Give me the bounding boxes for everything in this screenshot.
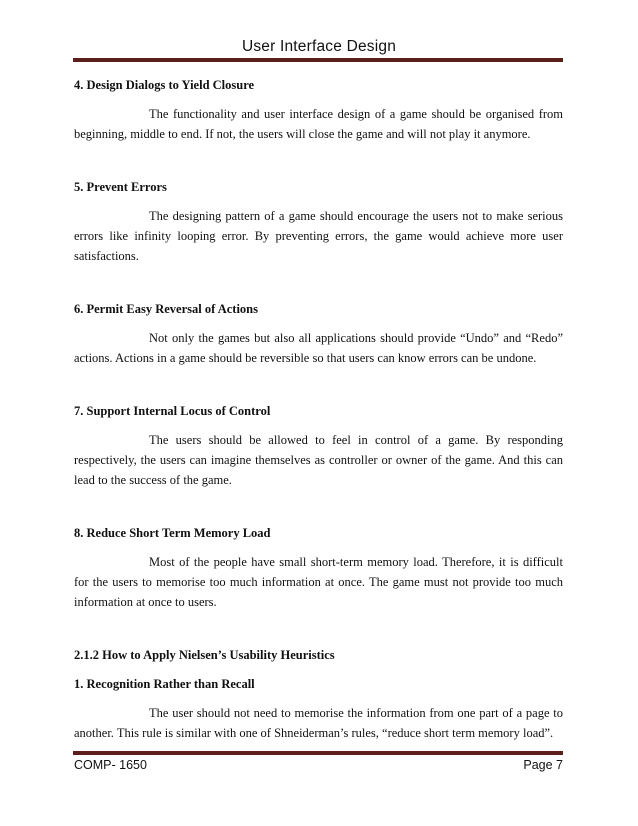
section-locus-of-control <box>74 401 563 490</box>
section-prevent-errors <box>74 177 563 266</box>
section-paragraph: The users should be allowed to feel in control of a game. By responding respectively, the users can imagine themselves as controller or owner of the game. And this can lead to the success of the game. <box>74 433 563 487</box>
subsection-heading: 2.1.2 How to Apply Nielsen’s Usability Heuristics <box>74 648 335 662</box>
subsection-nielsen-heuristics <box>74 645 563 665</box>
footer-page-number: Page 7 <box>523 758 563 772</box>
footer-divider <box>73 751 563 755</box>
section-memory-load <box>74 523 563 612</box>
section-heading: 8. Reduce Short Term Memory Load <box>74 526 271 540</box>
header-divider <box>73 58 563 62</box>
section-paragraph: The user should not need to memorise the information from one part of a page to another. This rule is similar with one of Shneiderman’s rules, “reduce short term memory load”. <box>74 706 563 740</box>
section-heading: 7. Support Internal Locus of Control <box>74 404 271 418</box>
footer-course-code: COMP- 1650 <box>74 758 147 772</box>
section-paragraph: The designing pattern of a game should encourage the users not to make serious errors like infinity looping error. By preventing errors, the game would achieve more user satisfactions. <box>74 209 563 263</box>
section-paragraph: The functionality and user interface design of a game should be organised from beginning, middle to end. If not, the users will close the game and will not play it anymore. <box>74 107 563 141</box>
section-heading: 6. Permit Easy Reversal of Actions <box>74 302 258 316</box>
section-recognition-recall <box>74 674 563 743</box>
section-design-dialogs <box>74 75 563 144</box>
section-paragraph: Not only the games but also all applications should provide “Undo” and “Redo” actions. Actions in a game should be reversible so that users can know errors can be undone. <box>74 331 563 365</box>
document-body <box>74 75 563 743</box>
section-heading: 1. Recognition Rather than Recall <box>74 677 255 691</box>
section-heading: 5. Prevent Errors <box>74 180 167 194</box>
section-easy-reversal <box>74 299 563 368</box>
page-header-title: User Interface Design <box>241 38 397 55</box>
section-heading: 4. Design Dialogs to Yield Closure <box>74 78 255 92</box>
section-paragraph: Most of the people have small short-term memory load. Therefore, it is difficult for the users to memorise too much information at once. The game must not provide too much information at once to users. <box>74 555 563 609</box>
